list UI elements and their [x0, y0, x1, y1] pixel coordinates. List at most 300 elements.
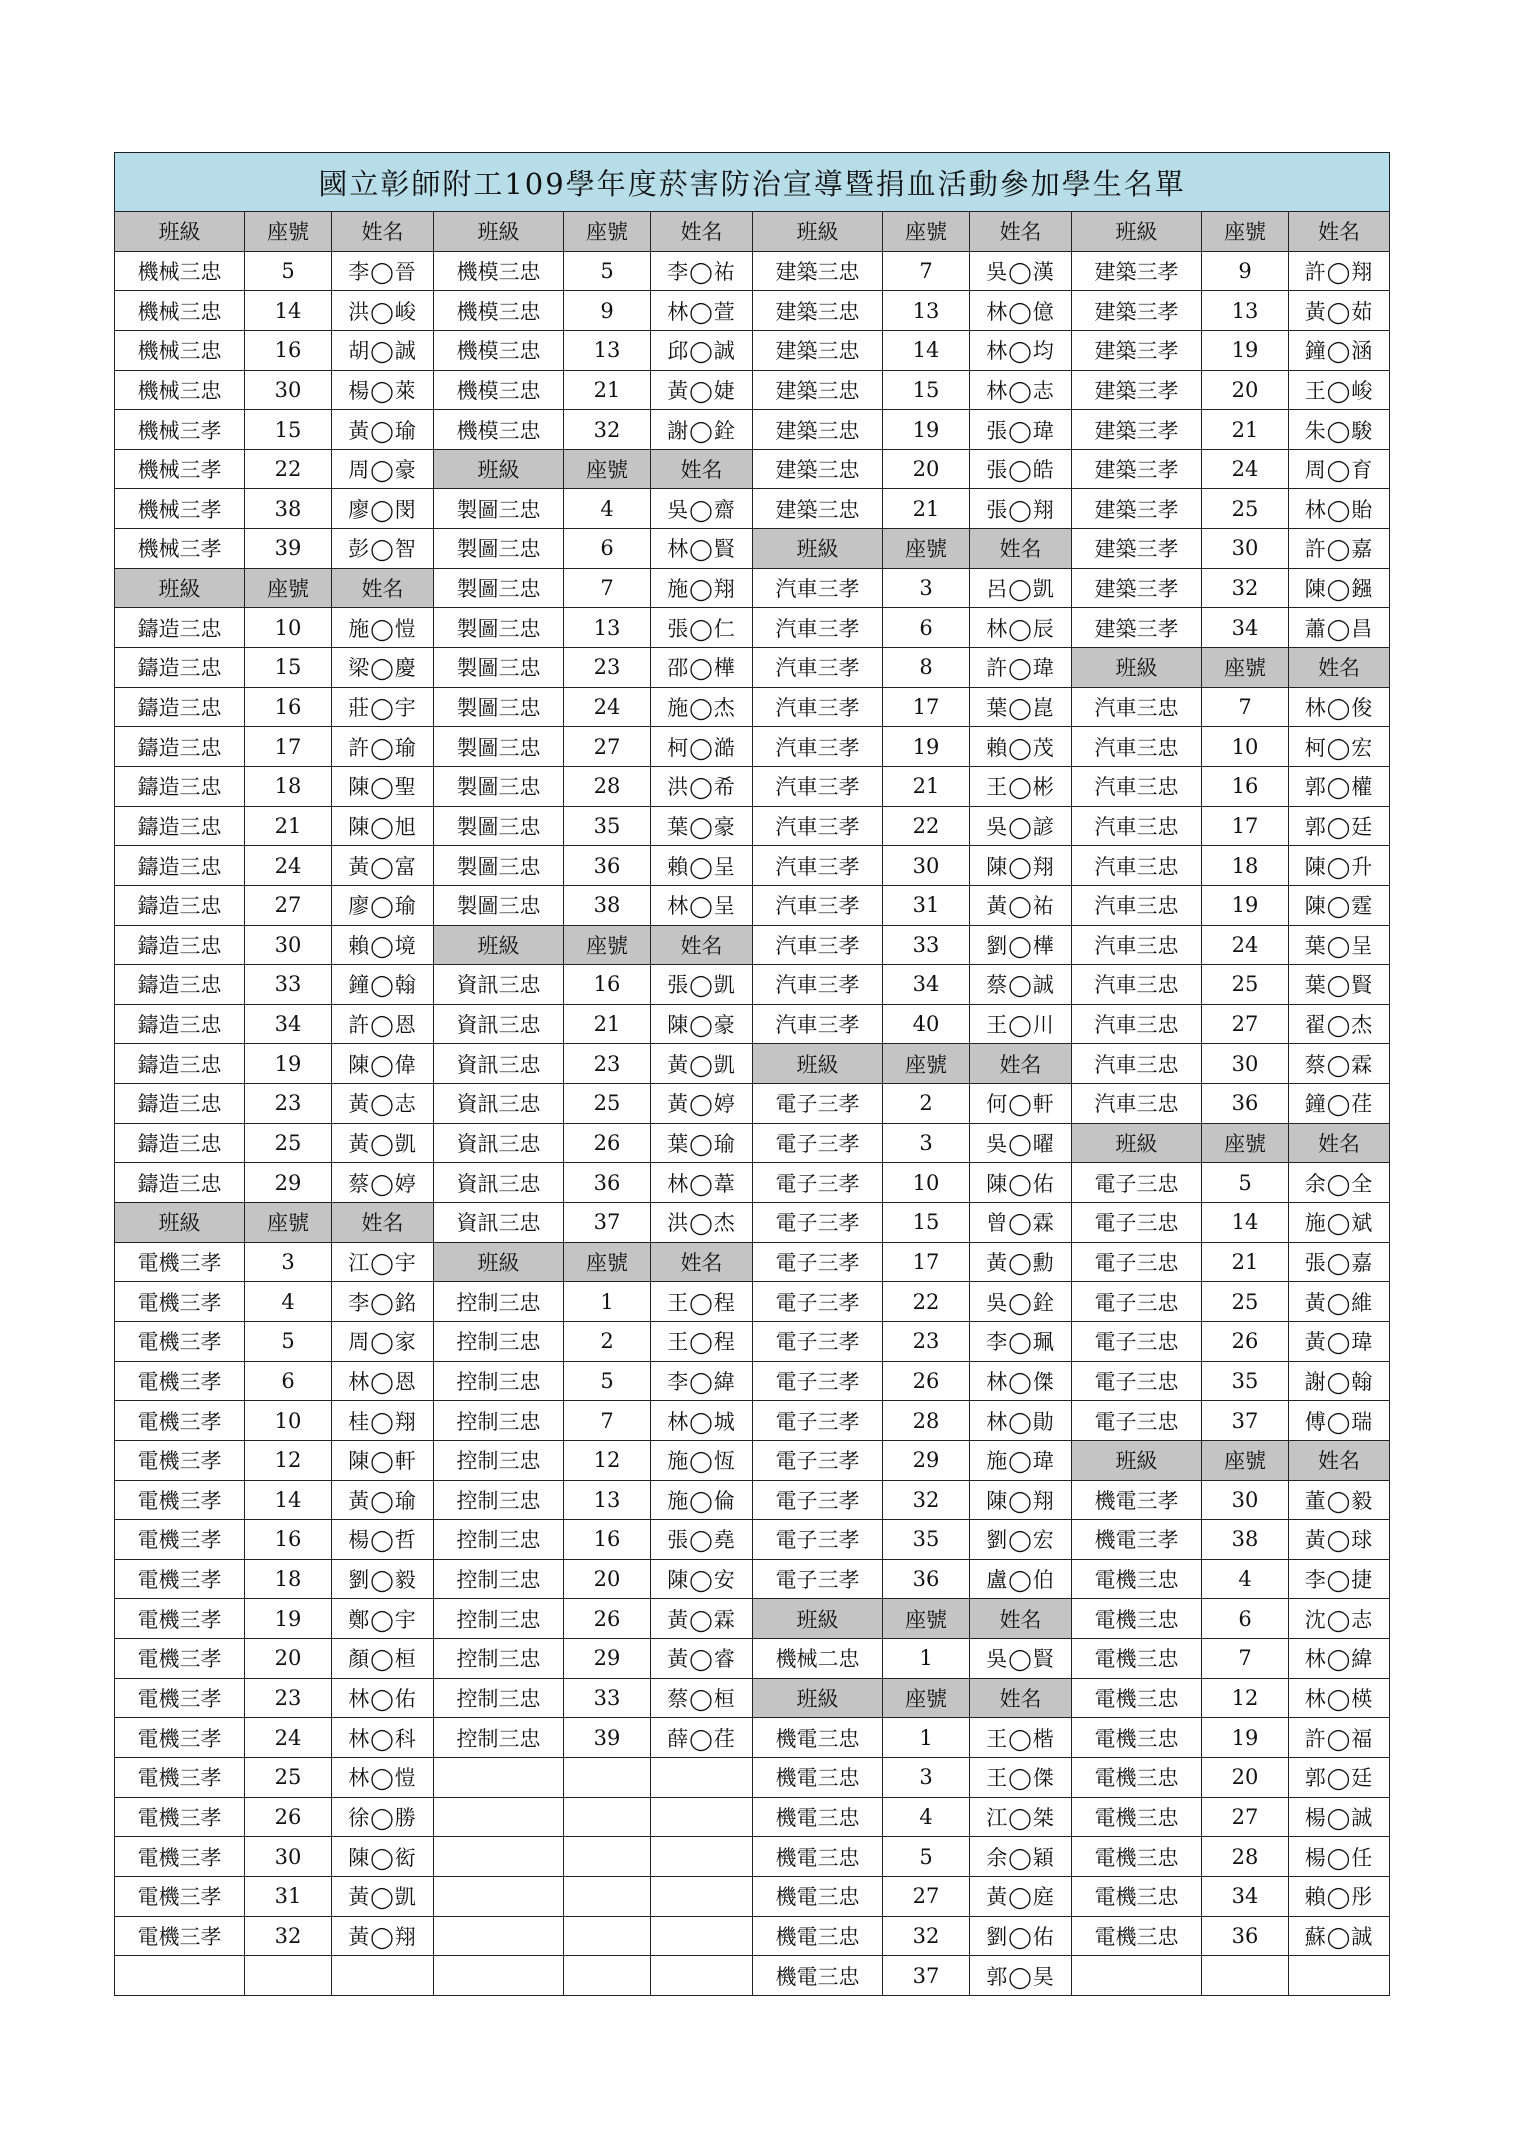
cell-name: 黃◯霖: [651, 1599, 753, 1639]
cell-name: 王◯楷: [970, 1718, 1072, 1758]
cell-class: 建築三孝: [1072, 251, 1202, 291]
cell-name: 江◯宇: [332, 1242, 434, 1282]
cell-class: 建築三孝: [1072, 489, 1202, 529]
header-seat: 座號: [245, 212, 332, 252]
table-row: [115, 885, 1390, 925]
cell-name: 王◯川: [970, 1004, 1072, 1044]
header-seat: 座號: [883, 1599, 970, 1639]
cell-class: 電子三孝: [753, 1559, 883, 1599]
cell-name: 董◯毅: [1289, 1480, 1390, 1520]
cell-class: 機械三孝: [115, 449, 245, 489]
cell-class: 機電三忠: [753, 1876, 883, 1916]
cell-seat: 21: [883, 766, 970, 806]
header-name: 姓名: [651, 212, 753, 252]
header-name: 姓名: [1289, 1440, 1390, 1480]
header-name: 姓名: [651, 925, 753, 965]
cell-seat: 35: [883, 1520, 970, 1560]
cell-class: 製圖三忠: [434, 608, 564, 648]
cell-seat: 4: [883, 1797, 970, 1837]
cell-seat: 29: [883, 1440, 970, 1480]
cell-name: 黃◯茹: [1289, 291, 1390, 331]
cell-class: 電機三孝: [115, 1242, 245, 1282]
cell-name: 葉◯崑: [970, 687, 1072, 727]
cell-seat: 32: [883, 1480, 970, 1520]
cell-class: 建築三孝: [1072, 529, 1202, 569]
cell-seat: 6: [245, 1361, 332, 1401]
cell-seat: [245, 1956, 332, 1996]
cell-seat: 30: [245, 1837, 332, 1877]
cell-class: 電機三孝: [115, 1639, 245, 1679]
cell-name: 翟◯杰: [1289, 1004, 1390, 1044]
cell-name: 張◯凱: [651, 965, 753, 1005]
cell-seat: 21: [1202, 1242, 1289, 1282]
cell-name: 林◯楧: [1289, 1678, 1390, 1718]
cell-name: 蔡◯桓: [651, 1678, 753, 1718]
table-row: [115, 1956, 1390, 1996]
cell-seat: 13: [564, 608, 651, 648]
header-name: 姓名: [970, 212, 1072, 252]
cell-seat: 12: [245, 1440, 332, 1480]
cell-name: 洪◯峻: [332, 291, 434, 331]
cell-seat: 26: [1202, 1321, 1289, 1361]
cell-name: 黃◯維: [1289, 1282, 1390, 1322]
cell-seat: 18: [245, 1559, 332, 1599]
cell-seat: 25: [245, 1757, 332, 1797]
cell-name: [651, 1916, 753, 1956]
cell-seat: 19: [883, 410, 970, 450]
cell-name: 梁◯慶: [332, 648, 434, 688]
cell-class: 機電三忠: [753, 1757, 883, 1797]
cell-class: 機電三孝: [1072, 1520, 1202, 1560]
cell-name: 林◯萱: [651, 291, 753, 331]
cell-seat: 24: [1202, 925, 1289, 965]
cell-name: 林◯傑: [970, 1361, 1072, 1401]
table-row: [115, 1520, 1390, 1560]
cell-class: 建築三孝: [1072, 370, 1202, 410]
cell-class: 鑄造三忠: [115, 846, 245, 886]
cell-class: 控制三忠: [434, 1718, 564, 1758]
cell-seat: 23: [245, 1678, 332, 1718]
cell-seat: 19: [1202, 885, 1289, 925]
cell-name: 鐘◯荏: [1289, 1084, 1390, 1124]
cell-name: 葉◯呈: [1289, 925, 1390, 965]
cell-class: 機電三忠: [753, 1797, 883, 1837]
cell-seat: 10: [1202, 727, 1289, 767]
cell-name: 李◯祐: [651, 251, 753, 291]
cell-seat: 2: [564, 1321, 651, 1361]
cell-seat: 35: [1202, 1361, 1289, 1401]
cell-seat: 23: [883, 1321, 970, 1361]
cell-name: 蔡◯誠: [970, 965, 1072, 1005]
cell-class: 汽車三孝: [753, 727, 883, 767]
table-row: [115, 1440, 1390, 1480]
participant-list-table: [114, 152, 1390, 1996]
cell-name: 賴◯彤: [1289, 1876, 1390, 1916]
cell-class: 電機三忠: [1072, 1639, 1202, 1679]
cell-class: 鑄造三忠: [115, 925, 245, 965]
cell-name: 郭◯廷: [1289, 1757, 1390, 1797]
cell-class: 電機三忠: [1072, 1599, 1202, 1639]
table-row: [115, 1401, 1390, 1441]
cell-name: [651, 1797, 753, 1837]
cell-seat: 17: [883, 687, 970, 727]
table-row: [115, 1797, 1390, 1837]
cell-seat: 33: [245, 965, 332, 1005]
table-row: [115, 727, 1390, 767]
cell-name: 林◯緯: [1289, 1639, 1390, 1679]
cell-seat: 28: [1202, 1837, 1289, 1877]
cell-seat: 5: [883, 1837, 970, 1877]
cell-name: 謝◯銓: [651, 410, 753, 450]
cell-seat: 15: [245, 410, 332, 450]
cell-class: 汽車三孝: [753, 766, 883, 806]
cell-seat: 25: [1202, 489, 1289, 529]
cell-class: 汽車三忠: [1072, 806, 1202, 846]
cell-name: 傅◯瑞: [1289, 1401, 1390, 1441]
cell-name: 陳◯翔: [970, 1480, 1072, 1520]
cell-class: 電子三忠: [1072, 1361, 1202, 1401]
cell-name: 劉◯宏: [970, 1520, 1072, 1560]
cell-name: 吳◯銓: [970, 1282, 1072, 1322]
cell-name: 林◯勛: [970, 1401, 1072, 1441]
cell-seat: 38: [564, 885, 651, 925]
cell-class: 汽車三孝: [753, 925, 883, 965]
table-row: [115, 608, 1390, 648]
cell-name: 張◯嘉: [1289, 1242, 1390, 1282]
cell-seat: 24: [564, 687, 651, 727]
cell-seat: 26: [564, 1123, 651, 1163]
cell-name: 李◯銘: [332, 1282, 434, 1322]
cell-seat: 2: [883, 1084, 970, 1124]
cell-name: 廖◯瑜: [332, 885, 434, 925]
cell-class: 電子三孝: [753, 1163, 883, 1203]
header-class: 班級: [1072, 1440, 1202, 1480]
cell-name: 黃◯翔: [332, 1916, 434, 1956]
cell-class: 汽車三忠: [1072, 1084, 1202, 1124]
header-seat: 座號: [1202, 1440, 1289, 1480]
cell-seat: 16: [1202, 766, 1289, 806]
cell-seat: 9: [564, 291, 651, 331]
cell-seat: 33: [564, 1678, 651, 1718]
cell-seat: 34: [1202, 608, 1289, 648]
cell-class: 汽車三孝: [753, 846, 883, 886]
cell-seat: 14: [245, 291, 332, 331]
cell-seat: 35: [564, 806, 651, 846]
cell-name: 張◯皓: [970, 449, 1072, 489]
cell-name: 黃◯庭: [970, 1876, 1072, 1916]
header-seat: 座號: [883, 529, 970, 569]
cell-seat: 19: [245, 1599, 332, 1639]
cell-class: 鑄造三忠: [115, 1163, 245, 1203]
cell-class: 資訊三忠: [434, 1123, 564, 1163]
cell-name: 葉◯瑜: [651, 1123, 753, 1163]
cell-class: 機電三孝: [1072, 1480, 1202, 1520]
header-seat: 座號: [1202, 1123, 1289, 1163]
cell-name: 林◯均: [970, 330, 1072, 370]
table-row: [115, 1916, 1390, 1956]
cell-seat: 5: [564, 251, 651, 291]
cell-class: 電機三孝: [115, 1678, 245, 1718]
cell-name: 黃◯婷: [651, 1084, 753, 1124]
table-row: [115, 1084, 1390, 1124]
cell-seat: 7: [564, 1401, 651, 1441]
cell-name: 林◯恩: [332, 1361, 434, 1401]
cell-class: 鑄造三忠: [115, 648, 245, 688]
cell-class: [1072, 1956, 1202, 1996]
cell-class: 資訊三忠: [434, 1044, 564, 1084]
cell-seat: 17: [245, 727, 332, 767]
cell-class: 汽車三孝: [753, 687, 883, 727]
cell-name: 呂◯凱: [970, 568, 1072, 608]
header-name: 姓名: [970, 1599, 1072, 1639]
cell-class: 電子三忠: [1072, 1321, 1202, 1361]
cell-name: 周◯育: [1289, 449, 1390, 489]
cell-name: 陳◯軒: [332, 1440, 434, 1480]
cell-name: 王◯程: [651, 1282, 753, 1322]
cell-name: 陳◯霆: [1289, 885, 1390, 925]
cell-seat: 22: [883, 1282, 970, 1322]
cell-name: 陳◯安: [651, 1559, 753, 1599]
cell-seat: 26: [564, 1599, 651, 1639]
table-row: [115, 1837, 1390, 1877]
cell-name: 施◯愷: [332, 608, 434, 648]
cell-name: 洪◯杰: [651, 1203, 753, 1243]
cell-class: 鑄造三忠: [115, 1044, 245, 1084]
cell-class: 電機三忠: [1072, 1797, 1202, 1837]
cell-name: 吳◯漢: [970, 251, 1072, 291]
cell-seat: 12: [564, 1440, 651, 1480]
cell-class: 電子三忠: [1072, 1203, 1202, 1243]
cell-name: 葉◯豪: [651, 806, 753, 846]
cell-name: 葉◯賢: [1289, 965, 1390, 1005]
cell-class: 電機三孝: [115, 1440, 245, 1480]
cell-class: 汽車三孝: [753, 608, 883, 648]
cell-class: 汽車三忠: [1072, 687, 1202, 727]
table-row: [115, 687, 1390, 727]
cell-name: 桂◯翔: [332, 1401, 434, 1441]
cell-name: 顏◯桓: [332, 1639, 434, 1679]
cell-class: 電子三忠: [1072, 1242, 1202, 1282]
cell-seat: 16: [245, 687, 332, 727]
cell-name: 蔡◯婷: [332, 1163, 434, 1203]
cell-class: 汽車三忠: [1072, 885, 1202, 925]
table-row: [115, 1044, 1390, 1084]
cell-name: 黃◯凱: [332, 1876, 434, 1916]
cell-class: 電機三孝: [115, 1480, 245, 1520]
cell-class: 製圖三忠: [434, 687, 564, 727]
cell-name: 黃◯婕: [651, 370, 753, 410]
cell-name: 施◯斌: [1289, 1203, 1390, 1243]
cell-class: 電機三孝: [115, 1321, 245, 1361]
table-row: [115, 1559, 1390, 1599]
cell-seat: 17: [1202, 806, 1289, 846]
cell-name: 賴◯呈: [651, 846, 753, 886]
cell-class: 資訊三忠: [434, 1004, 564, 1044]
cell-seat: 20: [245, 1639, 332, 1679]
cell-name: 林◯貽: [1289, 489, 1390, 529]
cell-seat: 30: [245, 925, 332, 965]
cell-seat: 25: [1202, 1282, 1289, 1322]
cell-seat: [564, 1916, 651, 1956]
cell-seat: 27: [883, 1876, 970, 1916]
cell-seat: 23: [245, 1084, 332, 1124]
cell-name: 王◯程: [651, 1321, 753, 1361]
cell-seat: 33: [883, 925, 970, 965]
cell-seat: 32: [564, 410, 651, 450]
cell-class: 資訊三忠: [434, 1203, 564, 1243]
cell-class: 電子三孝: [753, 1203, 883, 1243]
cell-name: 廖◯閔: [332, 489, 434, 529]
cell-name: 陳◯衒: [332, 1837, 434, 1877]
cell-name: 林◯城: [651, 1401, 753, 1441]
cell-class: 電子三孝: [753, 1480, 883, 1520]
cell-class: 汽車三孝: [753, 648, 883, 688]
cell-name: [651, 1956, 753, 1996]
cell-name: 施◯翔: [651, 568, 753, 608]
cell-seat: [564, 1797, 651, 1837]
cell-class: 鑄造三忠: [115, 766, 245, 806]
header-class: 班級: [753, 1599, 883, 1639]
header-class: 班級: [1072, 1123, 1202, 1163]
cell-name: 吳◯諺: [970, 806, 1072, 846]
cell-class: 電機三孝: [115, 1837, 245, 1877]
cell-name: 邵◯樺: [651, 648, 753, 688]
cell-seat: 30: [1202, 1480, 1289, 1520]
table-row: [115, 1599, 1390, 1639]
cell-name: 蘇◯誠: [1289, 1916, 1390, 1956]
cell-seat: 7: [883, 251, 970, 291]
cell-name: 張◯瑋: [970, 410, 1072, 450]
cell-class: 機模三忠: [434, 330, 564, 370]
header-seat: 座號: [883, 212, 970, 252]
cell-seat: 30: [883, 846, 970, 886]
cell-class: 汽車三忠: [1072, 925, 1202, 965]
cell-class: 控制三忠: [434, 1559, 564, 1599]
cell-name: 黃◯富: [332, 846, 434, 886]
cell-seat: 24: [245, 1718, 332, 1758]
cell-class: 資訊三忠: [434, 1084, 564, 1124]
cell-seat: 5: [245, 1321, 332, 1361]
cell-class: 電機三孝: [115, 1401, 245, 1441]
cell-seat: 6: [883, 608, 970, 648]
cell-class: 電機三孝: [115, 1559, 245, 1599]
cell-class: 控制三忠: [434, 1321, 564, 1361]
cell-class: 機械二忠: [753, 1639, 883, 1679]
cell-class: 機械三忠: [115, 251, 245, 291]
cell-class: 電機三忠: [1072, 1718, 1202, 1758]
table-row: [115, 489, 1390, 529]
cell-seat: 39: [564, 1718, 651, 1758]
cell-seat: 4: [245, 1282, 332, 1322]
cell-class: 機械三孝: [115, 489, 245, 529]
cell-class: 控制三忠: [434, 1440, 564, 1480]
cell-class: 建築三孝: [1072, 608, 1202, 648]
cell-class: 機模三忠: [434, 370, 564, 410]
cell-class: 電子三孝: [753, 1401, 883, 1441]
cell-class: 機械三孝: [115, 529, 245, 569]
cell-seat: 18: [1202, 846, 1289, 886]
cell-seat: 6: [564, 529, 651, 569]
table-row: [115, 251, 1390, 291]
cell-class: 製圖三忠: [434, 766, 564, 806]
table-row: [115, 1639, 1390, 1679]
header-seat: 座號: [564, 449, 651, 489]
header-seat: 座號: [564, 1242, 651, 1282]
cell-class: 電子三孝: [753, 1520, 883, 1560]
cell-name: 彭◯智: [332, 529, 434, 569]
cell-seat: 1: [883, 1639, 970, 1679]
cell-name: 許◯翔: [1289, 251, 1390, 291]
cell-seat: [564, 1876, 651, 1916]
cell-name: 陳◯旭: [332, 806, 434, 846]
cell-seat: 40: [883, 1004, 970, 1044]
cell-seat: 26: [245, 1797, 332, 1837]
cell-class: 電機三孝: [115, 1361, 245, 1401]
cell-name: 張◯翔: [970, 489, 1072, 529]
cell-seat: 4: [1202, 1559, 1289, 1599]
header-name: 姓名: [651, 449, 753, 489]
cell-seat: 7: [564, 568, 651, 608]
cell-seat: 16: [245, 330, 332, 370]
cell-name: 陳◯鏹: [1289, 568, 1390, 608]
cell-seat: 12: [1202, 1678, 1289, 1718]
cell-name: 黃◯瑋: [1289, 1321, 1390, 1361]
cell-class: 汽車三孝: [753, 568, 883, 608]
cell-name: 楊◯任: [1289, 1837, 1390, 1877]
cell-name: 黃◯祐: [970, 885, 1072, 925]
cell-class: 電機三孝: [115, 1876, 245, 1916]
table-row: [115, 529, 1390, 569]
header-class: 班級: [434, 212, 564, 252]
cell-seat: 24: [1202, 449, 1289, 489]
table-row: [115, 648, 1390, 688]
table-row: [115, 212, 1390, 252]
header-name: 姓名: [651, 1242, 753, 1282]
cell-class: 資訊三忠: [434, 965, 564, 1005]
cell-class: 建築三孝: [1072, 291, 1202, 331]
cell-seat: [564, 1956, 651, 1996]
cell-seat: 15: [883, 370, 970, 410]
cell-seat: 14: [245, 1480, 332, 1520]
table-row: [115, 1361, 1390, 1401]
cell-seat: 17: [883, 1242, 970, 1282]
cell-class: 製圖三忠: [434, 489, 564, 529]
document-title: 國立彰師附工109學年度菸害防治宣導暨捐血活動參加學生名單: [115, 153, 1390, 212]
cell-name: 江◯桀: [970, 1797, 1072, 1837]
cell-seat: 20: [1202, 370, 1289, 410]
cell-seat: 23: [564, 648, 651, 688]
table-row: [115, 1321, 1390, 1361]
header-seat: 座號: [245, 1203, 332, 1243]
header-class: 班級: [434, 925, 564, 965]
cell-name: 林◯志: [970, 370, 1072, 410]
table-row: [115, 1282, 1390, 1322]
cell-class: [434, 1876, 564, 1916]
cell-seat: 10: [245, 1401, 332, 1441]
table-row: [115, 1480, 1390, 1520]
cell-seat: 24: [245, 846, 332, 886]
cell-name: [651, 1837, 753, 1877]
cell-seat: 16: [245, 1520, 332, 1560]
cell-seat: 13: [564, 330, 651, 370]
cell-class: 機電三忠: [753, 1718, 883, 1758]
header-seat: 座號: [564, 925, 651, 965]
cell-class: 電機三忠: [1072, 1837, 1202, 1877]
table-row: [115, 1757, 1390, 1797]
cell-name: 許◯嘉: [1289, 529, 1390, 569]
cell-class: 電機三忠: [1072, 1678, 1202, 1718]
cell-class: 電機三忠: [1072, 1916, 1202, 1956]
